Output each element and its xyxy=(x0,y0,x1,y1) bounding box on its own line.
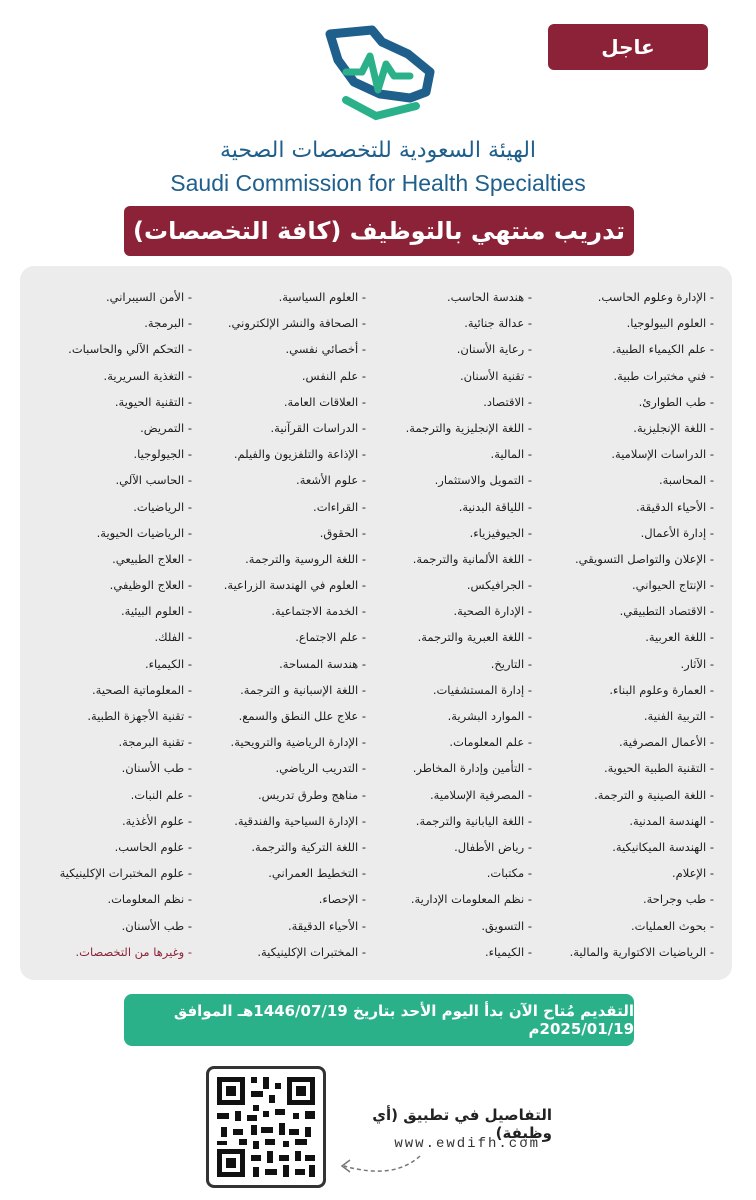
list-item: - علم النبات. xyxy=(130,787,192,802)
list-item: - المعلوماتية الصحية. xyxy=(92,682,192,697)
urgent-badge: عاجل xyxy=(548,24,708,70)
list-item: - الهندسة المدنية. xyxy=(629,813,714,828)
list-item: - التمويل والاستثمار. xyxy=(434,473,532,488)
list-item: - الجيوفيزياء. xyxy=(469,525,532,540)
list-item: - التقنية الحيوية. xyxy=(114,394,192,409)
list-item: - العلوم البيئية. xyxy=(121,604,192,619)
list-item: - الهندسة الميكانيكية. xyxy=(612,839,714,854)
list-item: - تقنية الأجهزة الطبية. xyxy=(87,709,192,723)
qr-code-icon[interactable] xyxy=(206,1066,326,1188)
list-item: - رياض الأطفال. xyxy=(454,839,532,854)
list-item: - الإدارة الصحية. xyxy=(453,604,532,619)
list-item: - الحقوق. xyxy=(319,525,366,540)
list-item: - عدالة جنائية. xyxy=(464,316,532,331)
list-item: - المالية. xyxy=(490,447,532,462)
list-item: - علم الكيمياء الطبية. xyxy=(612,342,714,357)
list-item: - اللغة الصينية و الترجمة. xyxy=(594,787,714,802)
list-item: - الأعمال المصرفية. xyxy=(618,735,714,750)
apply-announcement: التقديم مُتاح الآن بدأ اليوم الأحد بتاريخ 1446/07/19هـ الموافق 2025/01/19م xyxy=(124,994,634,1046)
list-item: - القراءات. xyxy=(313,499,366,514)
list-item: - التربية الفنية. xyxy=(643,709,714,723)
list-item: - المصرفية الإسلامية. xyxy=(430,787,532,802)
list-item: - اللغة الإنجليزية والترجمة. xyxy=(405,420,532,435)
list-item: - الإدارة الرياضية والترويحية. xyxy=(230,735,366,750)
list-item: - الكيمياء. xyxy=(144,656,192,671)
list-item: - نظم المعلومات. xyxy=(107,892,192,907)
list-item: - العلاقات العامة. xyxy=(283,394,366,409)
list-item: - الإدارة وعلوم الحاسب. xyxy=(597,290,714,304)
list-item: - الموارد البشرية. xyxy=(447,709,532,723)
list-item: - الفلك. xyxy=(154,630,192,645)
specialties-column-3 xyxy=(200,284,366,965)
list-item: - طب الطوارئ. xyxy=(638,394,714,409)
curved-arrow-icon xyxy=(334,1150,424,1178)
list-item: - علوم الأشعة. xyxy=(296,473,366,488)
list-item: - اللغة الروسية والترجمة. xyxy=(245,551,366,566)
list-item: - العلوم البيولوجيا. xyxy=(626,316,714,331)
list-item: - الجيولوجيا. xyxy=(133,447,192,462)
list-item: - التغذية السريرية. xyxy=(103,368,192,383)
list-item: - الأحياء الدقيقة. xyxy=(635,499,714,514)
list-item: - رعاية الأسنان. xyxy=(456,342,532,357)
list-item: - الخدمة الاجتماعية. xyxy=(271,604,366,619)
list-item: - الرياضيات الحيوية. xyxy=(96,525,192,540)
list-item: - الإذاعة والتلفزيون والفيلم. xyxy=(233,447,366,462)
list-item: - بحوث العمليات. xyxy=(630,918,714,933)
list-item: - الأحياء الدقيقة. xyxy=(287,918,366,933)
list-item: - اللياقة البدنية. xyxy=(458,499,532,514)
list-item: - إدارة الأعمال. xyxy=(640,525,714,540)
list-item: - العلوم السياسية. xyxy=(278,290,366,304)
list-item: - الأمن السيبراني. xyxy=(105,290,192,304)
list-item: - علاج علل النطق والسمع. xyxy=(238,709,366,723)
page-title: تدريب منتهي بالتوظيف (كافة التخصصات) xyxy=(124,206,634,256)
list-item: - مناهج وطرق تدريس. xyxy=(257,787,366,802)
list-item: - العلاج الطبيعي. xyxy=(112,551,192,566)
list-item: - هندسة المساحة. xyxy=(279,656,366,671)
list-item: - علوم الحاسب. xyxy=(114,839,192,854)
list-item: - الإنتاج الحيواني. xyxy=(632,578,714,593)
list-item: - اللغة العربية. xyxy=(645,630,714,645)
list-item: - فني مختبرات طبية. xyxy=(613,368,714,383)
list-item: - تقنية البرمجة. xyxy=(118,735,192,750)
list-item: - الحاسب الآلي. xyxy=(115,473,192,488)
specialties-column-2 xyxy=(382,284,532,965)
list-item: - طب الأسنان. xyxy=(121,761,192,776)
more-specialties-note: - وغيرها من التخصصات. xyxy=(75,944,192,959)
list-item: - طب الأسنان. xyxy=(121,918,192,933)
list-item: - الدراسات الإسلامية. xyxy=(611,447,714,462)
list-item: - الاقتصاد التطبيقي. xyxy=(619,604,714,619)
list-item: - المحاسبة. xyxy=(658,473,714,488)
list-item: - علم الاجتماع. xyxy=(295,630,366,645)
list-item: - العمارة وعلوم البناء. xyxy=(609,682,714,697)
list-item: - الآثار. xyxy=(680,656,714,671)
list-item: - اللغة العبرية والترجمة. xyxy=(417,630,532,645)
list-item: - العلاج الوظيفي. xyxy=(109,578,192,593)
list-item: - الرياضيات الاكتوارية والمالية. xyxy=(569,944,714,959)
list-item: - هندسة الحاسب. xyxy=(446,290,532,304)
list-item: - التخطيط العمراني. xyxy=(268,866,366,881)
specialties-column-1 xyxy=(566,284,714,965)
list-item: - اللغة الألمانية والترجمة. xyxy=(412,551,532,566)
list-item: - علم المعلومات. xyxy=(449,735,532,750)
list-item: - العلوم في الهندسة الزراعية. xyxy=(223,578,366,593)
list-item: - الكيمياء. xyxy=(484,944,532,959)
list-item: - التحكم الآلي والحاسبات. xyxy=(68,342,192,357)
list-item: - الإدارة السياحية والفندقية. xyxy=(234,813,366,828)
org-name-english: Saudi Commission for Health Specialties xyxy=(170,170,586,196)
list-item: - الرياضيات. xyxy=(133,499,192,514)
list-item: - الإعلان والتواصل التسويقي. xyxy=(575,551,714,566)
list-item: - مكتبات. xyxy=(486,866,532,881)
list-item: - علوم المختبرات الإكلينيكية xyxy=(59,866,192,881)
specialties-column-4 xyxy=(36,284,192,965)
details-text: التفاصيل في تطبيق (أي وظيفة) xyxy=(372,1106,552,1142)
list-item: - الجرافيكس. xyxy=(466,578,532,593)
list-item: - المختبرات الإكلينيكية. xyxy=(257,944,366,959)
list-item: - التقنية الطبية الحيوية. xyxy=(603,761,714,776)
list-item: - اللغة اليابانية والترجمة. xyxy=(415,813,532,828)
list-item: - التأمين وإدارة المخاطر. xyxy=(412,761,532,776)
list-item: - تقنية الأسنان. xyxy=(459,368,532,383)
list-item: - علوم الأغذية. xyxy=(121,813,192,828)
list-item: - طب وجراحة. xyxy=(642,892,714,907)
list-item: - التسويق. xyxy=(481,918,532,933)
org-name-arabic: الهيئة السعودية للتخصصات الصحية xyxy=(219,138,537,163)
list-item: - الإعلام. xyxy=(671,866,714,881)
list-item: - التمريض. xyxy=(140,420,192,435)
list-item: - أخصائي نفسي. xyxy=(285,342,366,357)
list-item: - علم النفس. xyxy=(301,368,366,383)
list-item: - نظم المعلومات الإدارية. xyxy=(410,892,532,907)
list-item: - إدارة المستشفيات. xyxy=(432,682,532,697)
list-item: - اللغة التركية والترجمة. xyxy=(251,839,366,854)
list-item: - الإحصاء. xyxy=(318,892,366,907)
list-item: - التدريب الرياضي. xyxy=(275,761,366,776)
list-item: - البرمجة. xyxy=(144,316,192,331)
list-item: - الاقتصاد. xyxy=(483,394,532,409)
website-link[interactable]: www.ewdifh.com xyxy=(394,1136,540,1152)
list-item: - اللغة الإسبانية و الترجمة. xyxy=(240,682,366,697)
list-item: - الدراسات القرآنية. xyxy=(270,420,366,435)
list-item: - الصحافة والنشر الإلكتروني. xyxy=(227,316,366,331)
list-item: - اللغة الإنجليزية. xyxy=(633,420,714,435)
scfhs-logo-icon xyxy=(310,20,440,130)
list-item: - التاريخ. xyxy=(490,656,532,671)
